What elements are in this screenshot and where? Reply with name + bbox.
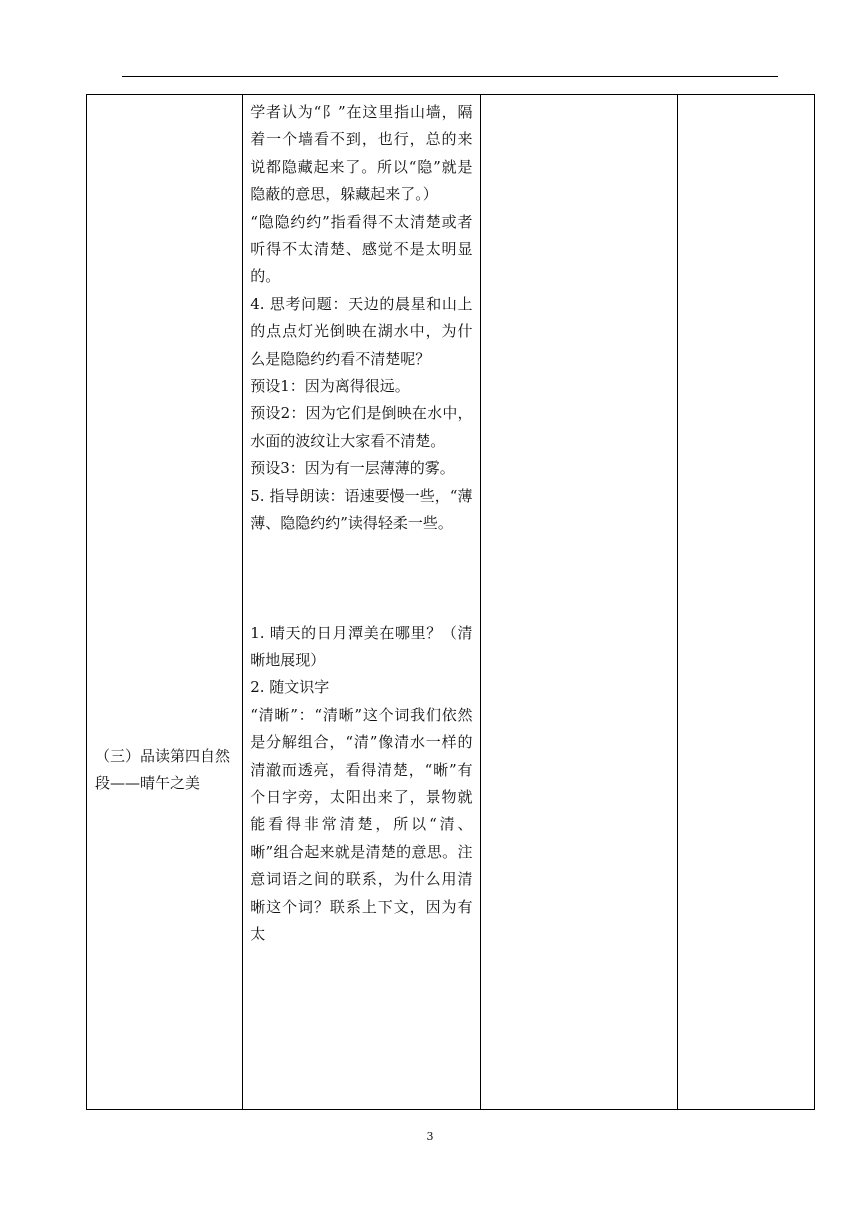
section-title-cell (87, 95, 243, 1110)
paragraph: 1. 晴天的日月潭美在哪里？（清晰地展现） (250, 623, 473, 669)
paragraph: 学者认为“阝”在这里指山墙，隔着一个墙看不到，也行，总的来说都隐藏起来了。所以“隐”就是隐蔽的意思，躲藏起来了。） (250, 103, 473, 204)
content-cell (243, 95, 480, 1110)
paragraph: “隐隐约约”指看得不太清楚或者听得不太清楚、感觉不是太明显的。 (250, 212, 473, 286)
page-number: 3 (426, 1130, 434, 1143)
paragraph: 2. 随文识字 (250, 678, 330, 697)
empty-cell (677, 95, 814, 1110)
paragraph: 预设1：因为离得很远。 (250, 377, 410, 396)
paragraph: 5. 指导朗读：语速要慢一些，“薄薄、隐隐约约”读得轻柔一些。 (250, 486, 473, 533)
lesson-plan-table (86, 94, 815, 1110)
lesson-content (243, 95, 479, 948)
paragraph: “清晰”：“清晰”这个词我们依然是分解组合，“清”像清水一样的清澈而透亮，看得清楚，“晰”有个日字旁，太阳出来了，景物就能看得非常清楚，所以“清、晰”组合起来就是清楚的意思。注意词语之间的联系，为什么用清晰这个词？联系上下文，因为有太 (250, 705, 473, 943)
section-title: （三）品读第四自然段——晴午之美 (95, 747, 231, 793)
table-row (87, 95, 815, 1110)
empty-cell (480, 95, 677, 1110)
paragraph: 预设3：因为有一层薄薄的雾。 (250, 459, 455, 478)
paragraph: 4. 思考问题：天边的晨星和山上的点点灯光倒映在湖水中，为什么是隐隐约约看不清楚呢？ (250, 294, 473, 368)
paragraph: 预设2：因为它们是倒映在水中，水面的波纹让大家看不清楚。 (250, 404, 473, 450)
header-rule (122, 76, 778, 77)
spacer (250, 538, 472, 620)
